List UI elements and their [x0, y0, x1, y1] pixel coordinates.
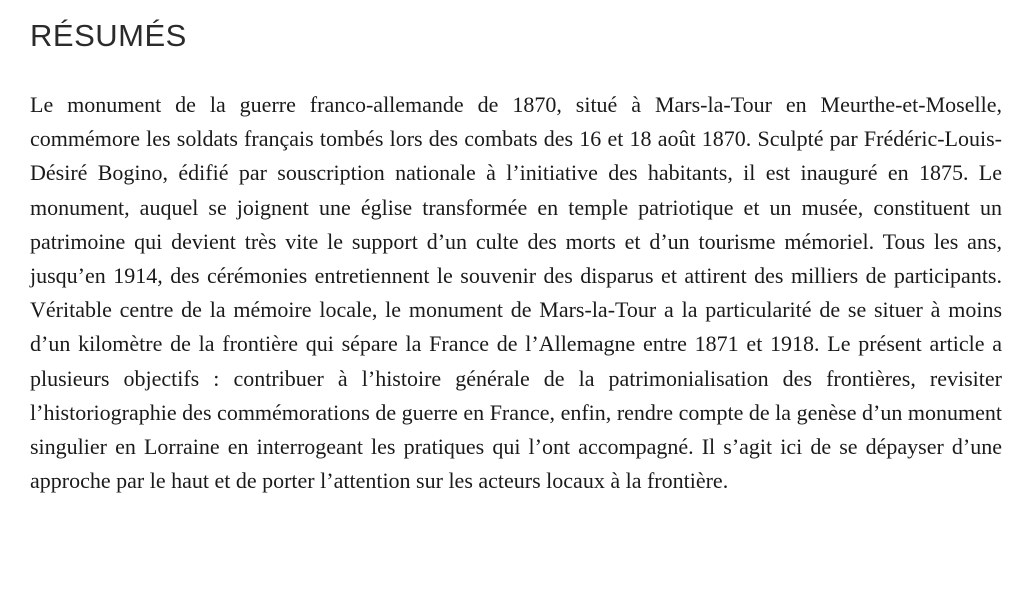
- abstract-paragraph: Le monument de la guerre franco-allemande de 1870, situé à Mars-la-Tour en Meurthe-et-Moselle, commémore les soldats français tombés lors des combats des 16 et 18 août 1870. Sculpté par Frédéric-Louis-Désiré Bogino, édifié par souscription nationale à l’initiative des habitants, il est inauguré en 1875. Le monument, auquel se joignent une église transformée en temple patriotique et un musée, constituent un patrimoine qui devient très vite le support d’un culte des morts et d’un tourisme mémoriel. Tous les ans, jusqu’en 1914, des cérémonies entretiennent le souvenir des disparus et attirent des milliers de participants. Véritable centre de la mémoire locale, le monument de Mars-la-Tour a la particularité de se situer à moins d’un kilomètre de la frontière qui sépare la France de l’Allemagne entre 1871 et 1918. Le présent article a plusieurs objectifs : contribuer à l’histoire générale de la patrimonialisation des frontières, revisiter l’historiographie des commémorations de guerre en France, enfin, rendre compte de la genèse d’un monument singulier en Lorraine en interrogeant les pratiques qui l’ont accompagné. Il s’agit ici de se dépayser d’une approche par le haut et de porter l’attention sur les acteurs locaux à la frontière.: [30, 92, 1002, 494]
- abstract-section: [30, 14, 1002, 498]
- section-heading: RÉSUMÉS: [30, 18, 187, 53]
